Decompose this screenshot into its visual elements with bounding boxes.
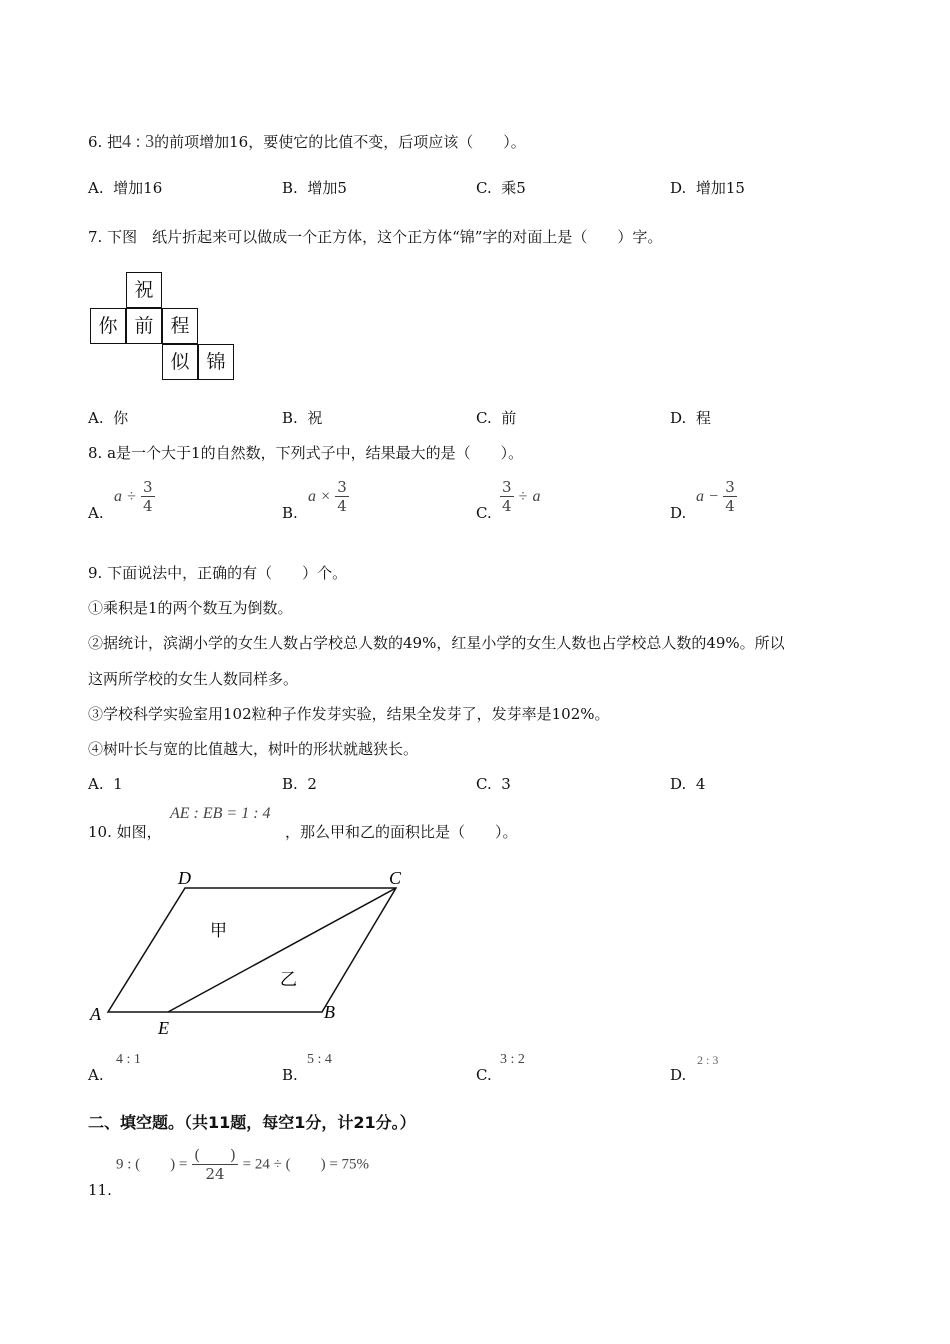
- label-c: C: [389, 868, 402, 888]
- label-e: E: [158, 1018, 169, 1038]
- q9-option-b[interactable]: B. 2: [282, 775, 317, 793]
- fraction: $\frac{3}{4}$: [725, 478, 735, 515]
- q10-option-c-letter[interactable]: C.: [476, 1066, 492, 1084]
- question-10: [88, 822, 162, 842]
- statement-2: ②据统计，滨湖小学的女生人数占学校总人数的49%，红星小学的女生人数也占学校总人数的49%。所以: [88, 634, 785, 652]
- ratio-expression: 4 : 3: [122, 131, 155, 151]
- question-number: 8.: [88, 444, 103, 462]
- net-cell-ni: 你: [90, 308, 126, 344]
- parallelogram-abcd: [108, 888, 396, 1012]
- cube-net-figure: [90, 272, 250, 384]
- question-text: 下面说法中，正确的有（ ）个。: [107, 564, 348, 582]
- question-text: a是一个大于1的自然数，下列式子中，结果最大的是（ ）。: [107, 444, 524, 462]
- q8-option-a-expr[interactable]: a ÷ $\frac{3}{4}$: [114, 478, 153, 515]
- question-11-number: 11.: [88, 1181, 112, 1199]
- label-d: D: [178, 868, 191, 888]
- question-number: 10.: [88, 823, 112, 841]
- q10-option-b-letter[interactable]: B.: [282, 1066, 298, 1084]
- fraction: $\frac{3}{4}$: [502, 478, 512, 515]
- q7-option-b[interactable]: B. 祝: [282, 409, 323, 427]
- q9-option-c[interactable]: C. 3: [476, 775, 511, 793]
- question-number: 7.: [88, 228, 103, 246]
- q11-part-2: = 24 ÷ ( ) = 75%: [242, 1156, 370, 1173]
- section-2-title: 二、填空题。（共11题，每空1分，计21分。）: [88, 1113, 416, 1132]
- q6-option-d[interactable]: D. 增加15: [670, 179, 745, 197]
- question-11-expression: [116, 1146, 369, 1183]
- q10-option-a-letter[interactable]: A.: [88, 1066, 104, 1084]
- net-cell-cheng: 程: [162, 308, 198, 344]
- q8-option-d-expr[interactable]: a − $\frac{3}{4}$: [696, 478, 735, 515]
- q10-option-c-value[interactable]: 3 : 2: [500, 1052, 525, 1067]
- label-jia: 甲: [210, 921, 227, 941]
- q10-option-d-letter[interactable]: D.: [670, 1066, 687, 1084]
- q7-option-a[interactable]: A. 你: [88, 409, 129, 427]
- label-b: B: [324, 1002, 335, 1022]
- label-yi: 乙: [280, 970, 297, 990]
- q8-option-d-letter[interactable]: D.: [670, 504, 687, 522]
- segment-ec: [168, 888, 396, 1012]
- q8-option-c-expr[interactable]: $\frac{3}{4}$ ÷ a: [502, 478, 541, 515]
- q10-option-a-value[interactable]: 4 : 1: [116, 1052, 141, 1067]
- q9-option-d[interactable]: D. 4: [670, 775, 706, 793]
- question-number: 6.: [88, 133, 103, 151]
- question-7: [88, 227, 662, 247]
- question-text-post: 的前项增加16，要使它的比值不变，后项应该（ ）。: [154, 133, 526, 151]
- net-cell-qian: 前: [126, 308, 162, 344]
- q8-option-c-letter[interactable]: C.: [476, 504, 492, 522]
- question-6: [88, 131, 526, 152]
- parallelogram-figure: [80, 862, 420, 1042]
- question-number: 9.: [88, 564, 103, 582]
- q6-option-a[interactable]: A. 增加16: [88, 179, 163, 197]
- q7-option-c[interactable]: C. 前: [476, 409, 517, 427]
- net-cell-zhu: 祝: [126, 272, 162, 308]
- question-text-pre: 如图，: [116, 823, 162, 841]
- fraction: $\frac{3}{4}$: [142, 478, 153, 515]
- q9-option-a[interactable]: A. 1: [88, 775, 123, 793]
- q11-part-1: 9 : ( ) =: [116, 1156, 188, 1173]
- q11-fraction: $\frac{( )}{24}$: [194, 1146, 236, 1183]
- label-a: A: [90, 1004, 101, 1024]
- q8-option-a-letter[interactable]: A.: [88, 504, 104, 522]
- question-text: 下图 纸片折起来可以做成一个正方体，这个正方体“锦”字的对面上是（ ）字。: [107, 228, 663, 246]
- net-cell-si: 似: [162, 344, 198, 380]
- q8-option-b-letter[interactable]: B.: [282, 504, 298, 522]
- net-cell-jin: 锦: [198, 344, 234, 380]
- ratio-expression: AE : EB = 1 : 4: [170, 805, 271, 822]
- statement-2-continued: 这两所学校的女生人数同样多。: [88, 670, 299, 688]
- q8-option-b-expr[interactable]: a × $\frac{3}{4}$: [308, 478, 347, 515]
- q6-option-c[interactable]: C. 乘5: [476, 179, 526, 197]
- question-9: [88, 563, 347, 583]
- q10-option-d-value[interactable]: 2 : 3: [697, 1053, 719, 1067]
- q7-option-d[interactable]: D. 程: [670, 409, 711, 427]
- statement-3: ③学校科学实验室用102粒种子作发芽实验，结果全发芽了，发芽率是102%。: [88, 705, 610, 723]
- question-8: [88, 443, 523, 463]
- q6-option-b[interactable]: B. 增加5: [282, 179, 347, 197]
- question-text-pre: 把: [107, 133, 123, 151]
- statement-4: ④树叶长与宽的比值越大，树叶的形状就越狭长。: [88, 740, 419, 758]
- question-text-post: ，那么甲和乙的面积比是（ ）。: [285, 823, 518, 841]
- fraction: $\frac{3}{4}$: [337, 478, 347, 515]
- q10-option-b-value[interactable]: 5 : 4: [307, 1052, 332, 1067]
- statement-1: ①乘积是1的两个数互为倒数。: [88, 599, 293, 617]
